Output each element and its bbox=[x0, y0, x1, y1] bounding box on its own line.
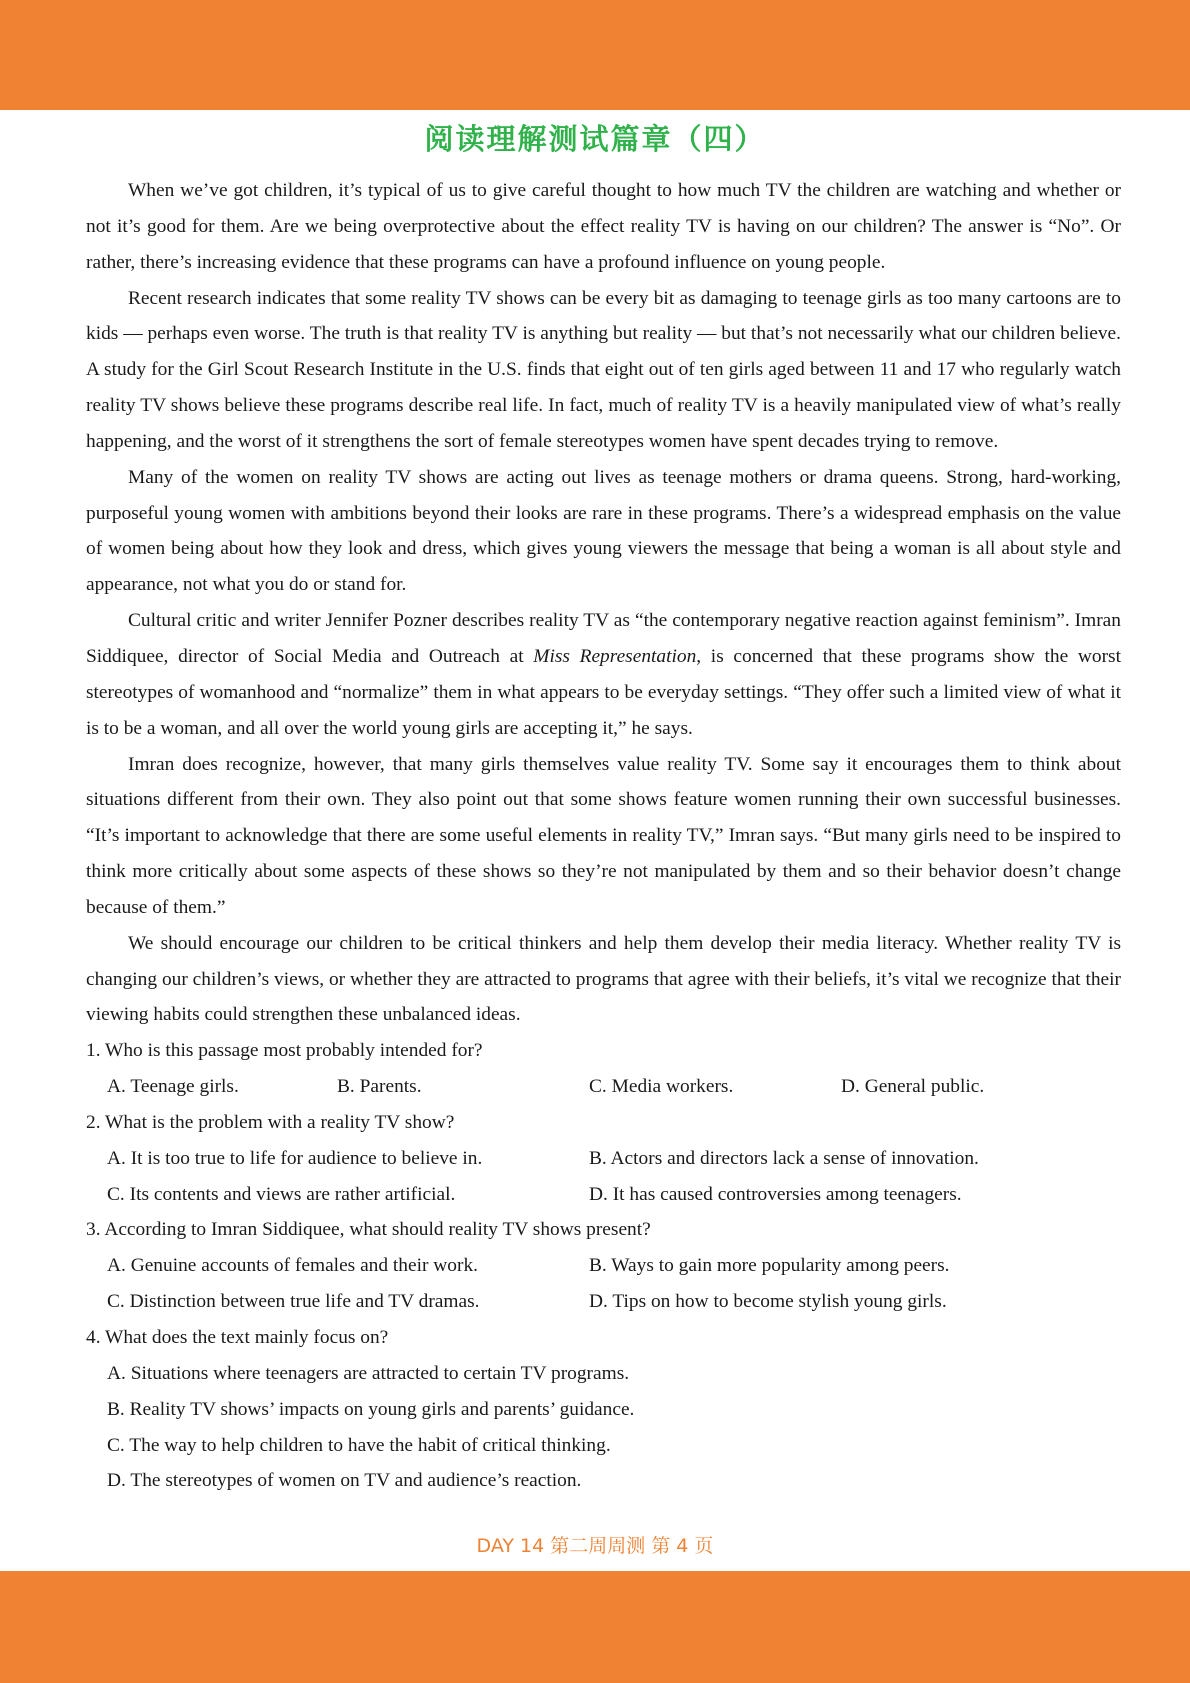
paragraph-text: , is concerned that these programs show the worst stereotypes of womanhood and “normalize” them in what appears to be everyday settings. “They offer such a limited view of what it is to be a woman, and all over the world young girls are accepting it,” he says. bbox=[86, 645, 1121, 739]
question-4-option-a: A. Situations where teenagers are attracted to certain TV programs. bbox=[107, 1362, 630, 1384]
question-2-stem: 2. What is the problem with a reality TV show? bbox=[86, 1111, 455, 1133]
question-2-options-row-2 bbox=[86, 1177, 1121, 1213]
question-2-option-b: B. Actors and directors lack a sense of innovation. bbox=[589, 1147, 979, 1169]
question-2-option-d: D. It has caused controversies among teenagers. bbox=[589, 1183, 962, 1205]
paragraph-text: Cultural critic and writer Jennifer Pozner describes reality TV as “the contemporary negative reaction against feminism”. Imran Siddiquee, director of Social Media and Outreach at bbox=[86, 610, 1121, 667]
reading-section bbox=[86, 173, 1121, 1499]
passage-paragraph-1: When we’ve got children, it’s typical of us to give careful thought to how much TV the children are watching and whether or not it’s good for them. Are we being overprotective about the effect reality TV is having on our children? The answer is “No”. Or rather, there’s increasing evidence that these programs can have a profound influence on young people. bbox=[86, 180, 1121, 273]
passage-paragraph-6: We should encourage our children to be critical thinkers and help them develop their media literacy. Whether reality TV is changing our children’s views, or whether they are attracted to programs that agree with their beliefs, it’s vital we recognize that their viewing habits could strengthen these unbalanced ideas. bbox=[86, 932, 1121, 1026]
question-1-option-b: B. Parents. bbox=[337, 1076, 422, 1098]
passage-paragraph-3: Many of the women on reality TV shows are acting out lives as teenage mothers or drama queens. Strong, hard-working, purposeful young women with ambitions beyond their looks are rare in these programs. There’s a widespread emphasis on the value of women being about how they look and dress, which gives young viewers the message that being a woman is all about style and appearance, not what you do or stand for. bbox=[86, 466, 1121, 596]
question-1-stem: 1. Who is this passage most probably intended for? bbox=[86, 1040, 483, 1062]
question-1-option-c: C. Media workers. bbox=[589, 1076, 734, 1098]
top-banner bbox=[0, 0, 1190, 110]
bottom-banner bbox=[0, 1571, 1190, 1683]
question-3-options-row-1 bbox=[86, 1248, 1121, 1284]
question-2-option-c: C. Its contents and views are rather artificial. bbox=[107, 1183, 456, 1205]
passage-paragraph-5: Imran does recognize, however, that many girls themselves value reality TV. Some say it encourages them to think about situations different from their own. They also point out that some shows feature women running their own successful businesses. “It’s important to acknowledge that there are some useful elements in reality TV,” Imran says. “But many girls need to be inspired to think more critically about some aspects of these shows so they’re not manipulated by them and so their behavior doesn’t change because of them.” bbox=[86, 753, 1121, 918]
question-3-option-b: B. Ways to gain more popularity among peers. bbox=[589, 1255, 950, 1277]
question-2-option-a: A. It is too true to life for audience to believe in. bbox=[107, 1147, 483, 1169]
question-3-option-c: C. Distinction between true life and TV dramas. bbox=[107, 1291, 480, 1313]
question-3-options-row-2 bbox=[86, 1284, 1121, 1320]
page-title: 阅读理解测试篇章（四） bbox=[424, 122, 766, 156]
passage-paragraph-4 bbox=[86, 603, 1121, 746]
question-4-option-c: C. The way to help children to have the habit of critical thinking. bbox=[107, 1434, 611, 1456]
question-3-stem: 3. According to Imran Siddiquee, what should reality TV shows present? bbox=[86, 1219, 651, 1241]
question-4-stem: 4. What does the text mainly focus on? bbox=[86, 1327, 389, 1348]
question-4-option-b: B. Reality TV shows’ impacts on young girls and parents’ guidance. bbox=[107, 1398, 635, 1420]
question-1-options bbox=[86, 1069, 1121, 1105]
question-2-options-row-1 bbox=[86, 1141, 1121, 1177]
question-1-option-a: A. Teenage girls. bbox=[107, 1076, 239, 1098]
question-3-option-a: A. Genuine accounts of females and their work. bbox=[107, 1255, 478, 1277]
question-1-option-d: D. General public. bbox=[841, 1076, 985, 1098]
passage-paragraph-2: Recent research indicates that some reality TV shows can be every bit as damaging to teenage girls as too many cartoons are to kids — perhaps even worse. The truth is that reality TV is anything but reality — but that’s not necessarily what our children believe. A study for the Girl Scout Research Institute in the U.S. finds that eight out of ten girls aged between 11 and 17 who regularly watch reality TV shows believe these programs describe real life. In fact, much of reality TV is a heavily manipulated view of what’s really happening, and the worst of it strengthens the sort of female stereotypes women have spent decades trying to remove. bbox=[86, 287, 1121, 452]
page-footer: DAY 14 第二周周测 第 4 页 bbox=[476, 1535, 714, 1557]
question-3-option-d: D. Tips on how to become stylish young girls. bbox=[589, 1291, 947, 1313]
publication-title: Miss Representation bbox=[533, 645, 697, 667]
question-4-option-d: D. The stereotypes of women on TV and audience’s reaction. bbox=[107, 1470, 582, 1492]
